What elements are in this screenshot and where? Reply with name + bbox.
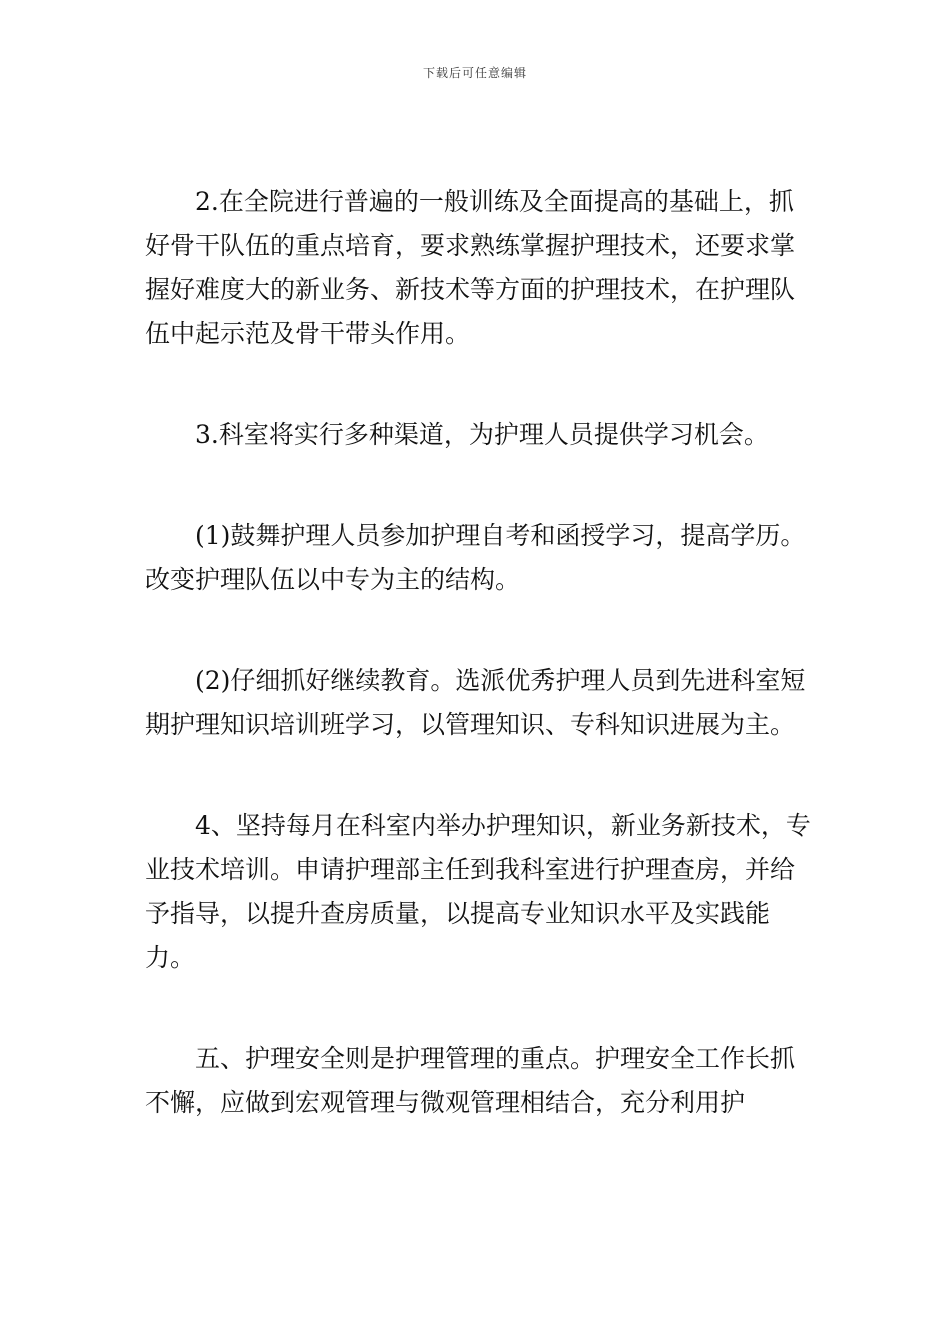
paragraph-nursing-safety: 五、护理安全则是护理管理的重点。护理安全工作长抓不懈，应做到宏观管理与微观管理相结合，充分利用护 <box>145 1044 796 1117</box>
paragraph-backbone-training: 2.在全院进行普遍的一般训练及全面提高的基础上，抓好骨干队伍的重点培育，要求熟练掌握护理技术，还要求掌握好难度大的新业务、新技术等方面的护理技术，在护理队伍中起示范及骨干带头作用。 <box>145 187 796 348</box>
paragraph-self-study: (1)鼓舞护理人员参加护理自考和函授学习，提高学历。改变护理队伍以中专为主的结构。 <box>145 521 806 594</box>
paragraph-learning-channels: 3.科室将实行多种渠道，为护理人员提供学习机会。 <box>195 420 769 449</box>
document-body <box>145 180 815 1182</box>
paragraph-monthly-training: 4、坚持每月在科室内举办护理知识，新业务新技术，专业技术培训。申请护理部主任到我科室进行护理查房，并给予指导，以提升查房质量，以提高专业知识水平及实践能力。 <box>145 811 811 972</box>
page-header: 下载后可任意编辑 <box>422 66 527 80</box>
paragraph-continuing-education: (2)仔细抓好继续教育。选派优秀护理人员到先进科室短期护理知识培训班学习，以管理知识、专科知识进展为主。 <box>145 666 806 739</box>
